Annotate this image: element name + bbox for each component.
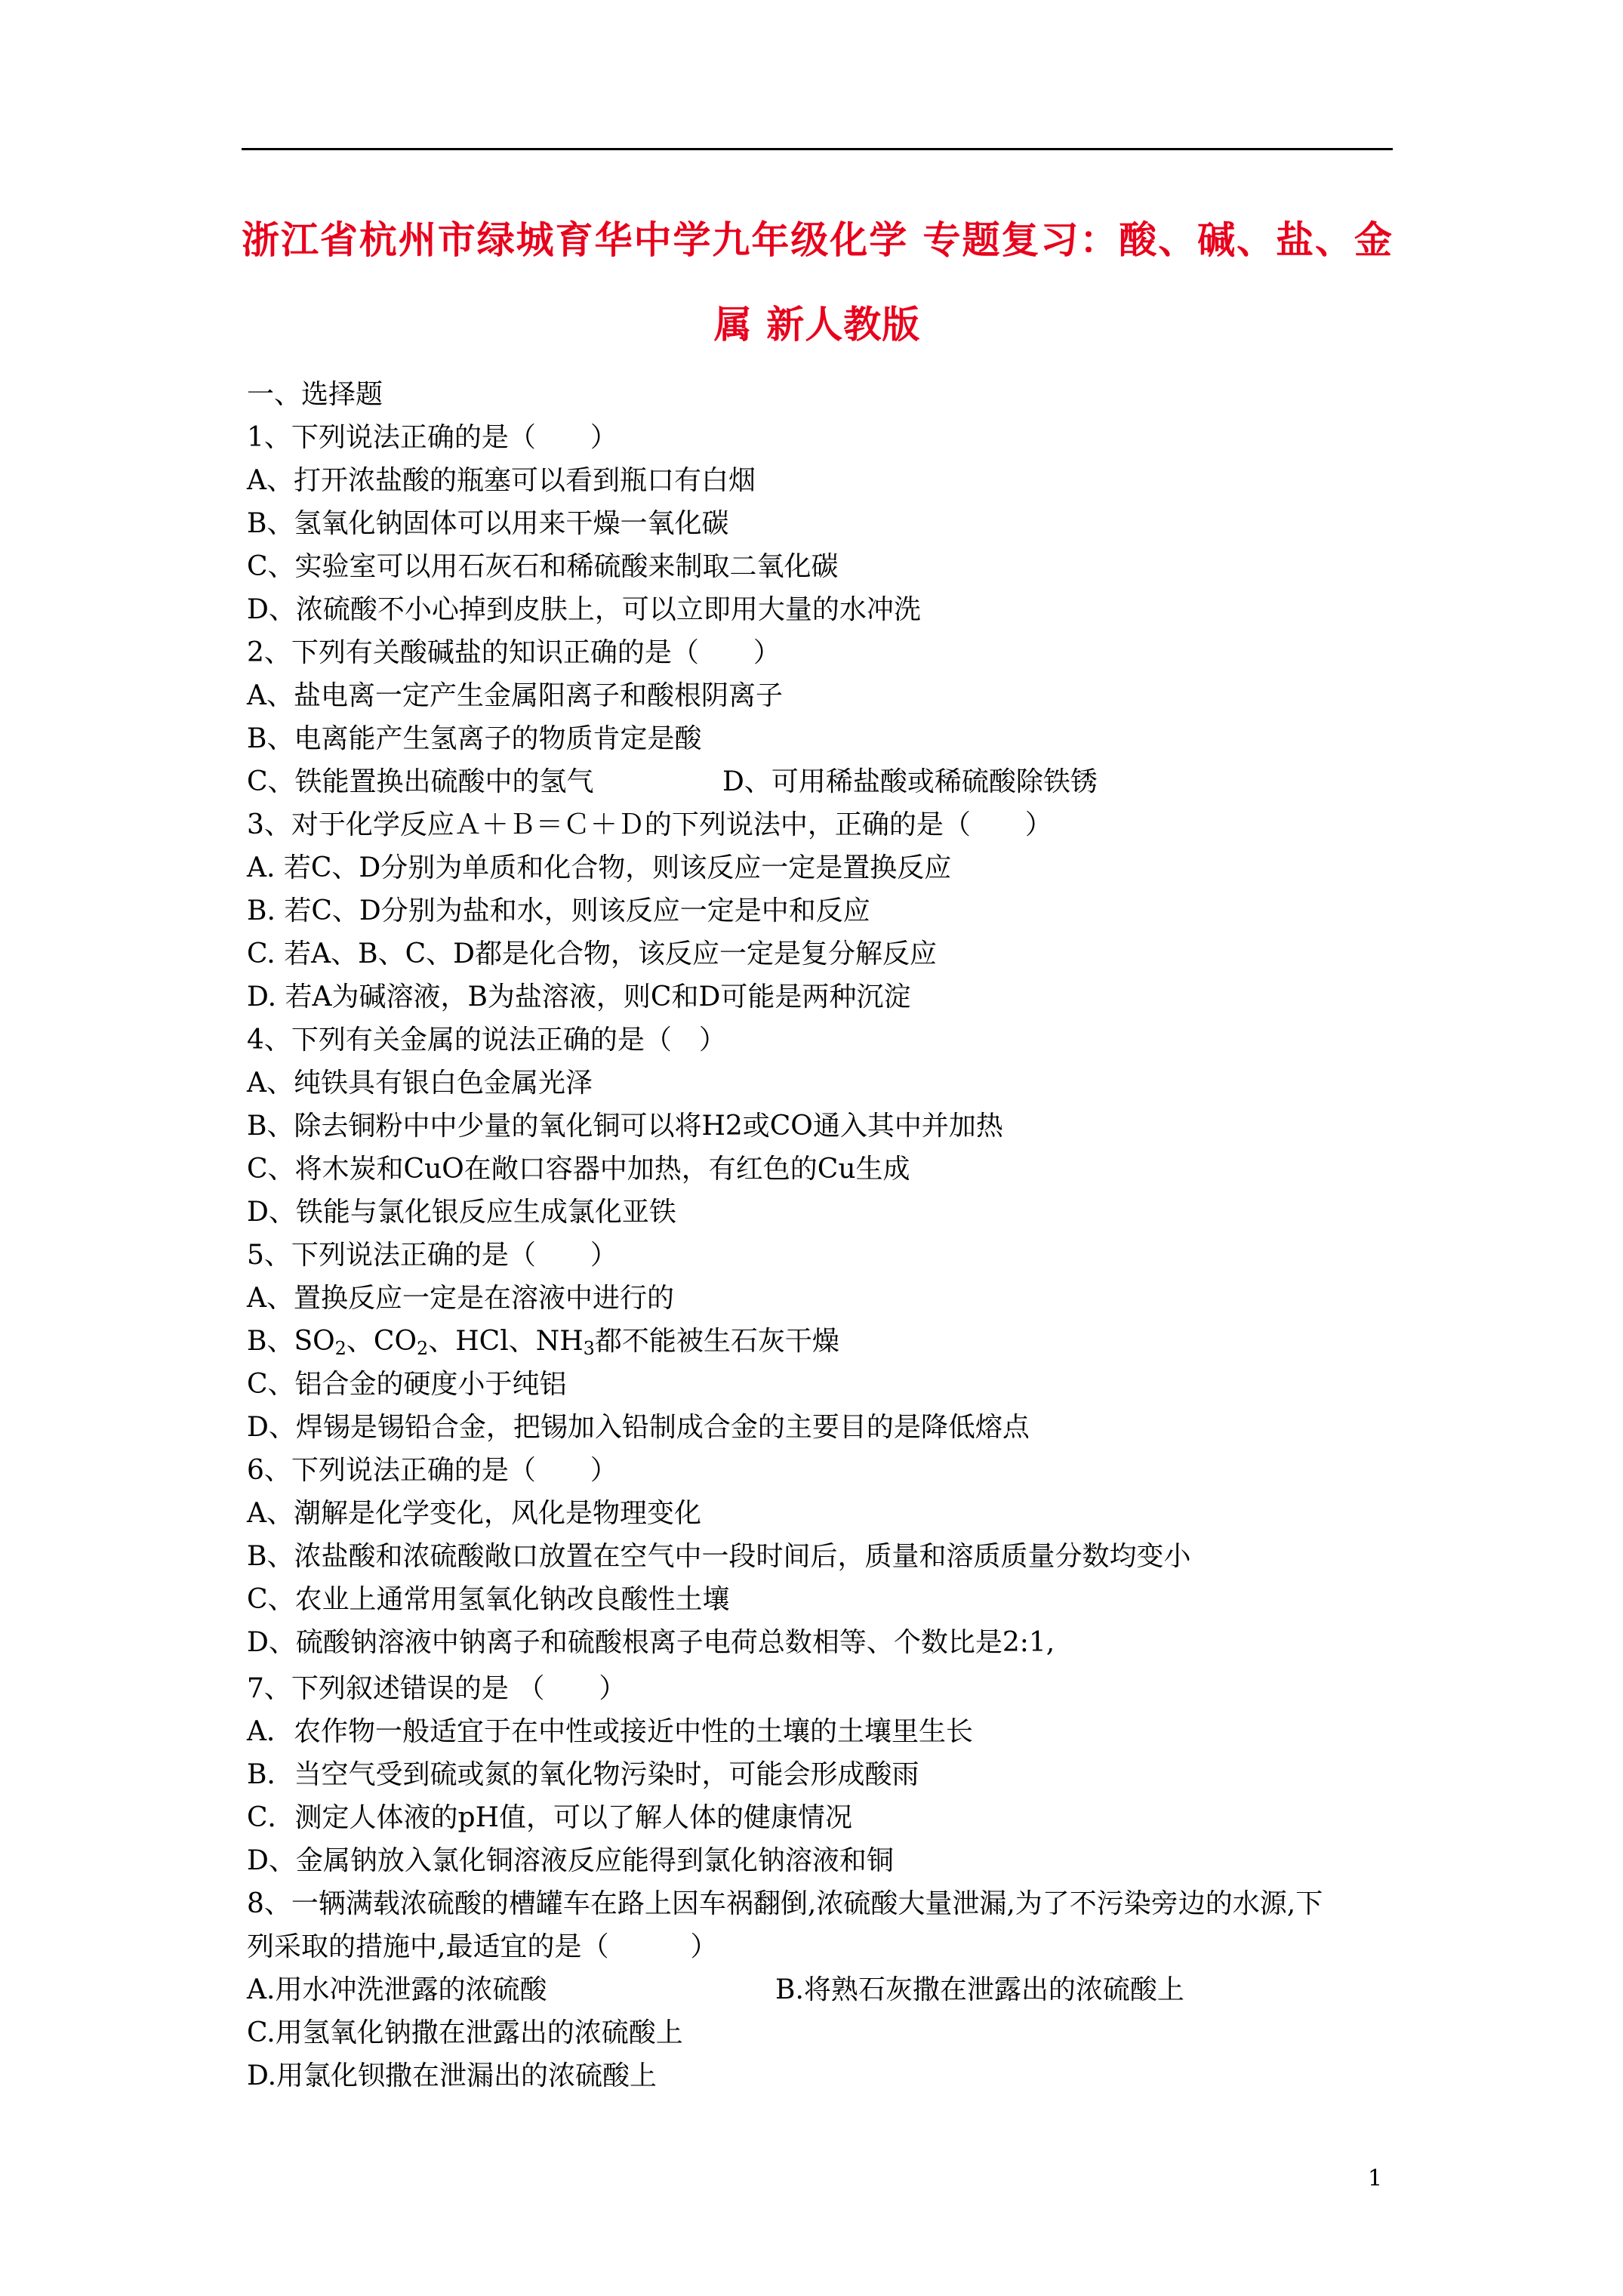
question-3-option-a: A. 若C、D分别为单质和化合物，则该反应一定是置换反应 (247, 852, 952, 883)
q5b-part-2: 、CO (346, 1326, 417, 1357)
question-3-option-c: C. 若A、B、C、D都是化合物，该反应一定是复分解反应 (247, 938, 938, 969)
question-5-option-d: D、焊锡是锡铅合金，把锡加入铅制成合金的主要目的是降低熔点 (247, 1412, 1030, 1443)
question-1-option-a: A、打开浓盐酸的瓶塞可以看到瓶口有白烟 (247, 465, 756, 496)
question-8-option-d: D.用氯化钡撒在泄漏出的浓硫酸上 (247, 2060, 658, 2091)
page-number: 1 (1368, 2165, 1383, 2192)
question-6-option-b: B、浓盐酸和浓硫酸敞口放置在空气中一段时间后，质量和溶质质量分数均变小 (247, 1541, 1191, 1572)
question-4-stem: 4、下列有关金属的说法正确的是（ ） (247, 1025, 726, 1056)
question-4-option-c: C、将木炭和CuO在敞口容器中加热，有红色的Cu生成 (247, 1154, 910, 1185)
question-2-options-cd-row (247, 760, 1402, 803)
question-8-stem-line-1: 8、一辆满载浓硫酸的槽罐车在路上因车祸翻倒,浓硫酸大量泄漏,为了不污染旁边的水源,下 (247, 1888, 1323, 1919)
question-6-option-a: A、潮解是化学变化，风化是物理变化 (247, 1498, 701, 1529)
question-8-option-b: B.将熟石灰撒在泄露出的浓硫酸上 (775, 1974, 1184, 2005)
section-heading: 一、选择题 (247, 379, 383, 410)
question-8-options-ab-row (247, 1968, 1402, 2011)
document-title-line-2: 属 新人教版 (713, 303, 921, 347)
question-5-option-c: C、铝合金的硬度小于纯铝 (247, 1369, 567, 1400)
question-7-stem: 7、下列叙述错误的是 （ ） (247, 1673, 627, 1704)
question-6-stem: 6、下列说法正确的是（ ） (247, 1455, 617, 1486)
question-7-option-d: D、金属钠放入氯化铜溶液反应能得到氯化钠溶液和铜 (247, 1845, 894, 1876)
header-rule (242, 148, 1393, 150)
q5b-part-3: 、HCl、NH (428, 1326, 584, 1357)
q5b-part-4: 都不能被生石灰干燥 (594, 1326, 839, 1357)
q5b-part-1: B、SO (247, 1326, 335, 1357)
q5b-sub-3: 3 (583, 1338, 595, 1359)
question-4-option-d: D、铁能与氯化银反应生成氯化亚铁 (247, 1197, 676, 1228)
question-2-option-c: C、铁能置换出硫酸中的氢气 (247, 766, 594, 797)
question-2-stem: 2、下列有关酸碱盐的知识正确的是（ ） (247, 637, 781, 668)
question-5-stem: 5、下列说法正确的是（ ） (247, 1240, 617, 1271)
question-7-option-a: A．农作物一般适宜于在中性或接近中性的土壤的土壤里生长 (247, 1716, 973, 1747)
question-3-option-b: B. 若C、D分别为盐和水，则该反应一定是中和反应 (247, 895, 870, 926)
question-3-stem: 3、对于化学反应Ａ＋Ｂ＝Ｃ＋Ｄ的下列说法中，正确的是（ ） (247, 809, 1052, 840)
question-3-option-d: D. 若A为碱溶液，B为盐溶液，则C和D可能是两种沉淀 (247, 982, 911, 1012)
question-1-option-d: D、浓硫酸不小心掉到皮肤上，可以立即用大量的水冲洗 (247, 594, 921, 625)
question-7-option-c: C．测定人体液的pH值，可以了解人体的健康情况 (247, 1802, 852, 1833)
question-2-option-d: D、可用稀盐酸或稀硫酸除铁锈 (722, 766, 1098, 797)
question-1-option-b: B、氢氧化钠固体可以用来干燥一氧化碳 (247, 508, 729, 539)
document-title-line-1: 浙江省杭州市绿城育华中学九年级化学 专题复习：酸、碱、盐、金 (242, 218, 1393, 262)
question-1-option-c: C、实验室可以用石灰石和稀硫酸来制取二氧化碳 (247, 551, 839, 582)
question-8-option-c: C.用氢氧化钠撒在泄露出的浓硫酸上 (247, 2017, 683, 2048)
question-6-option-c: C、农业上通常用氢氧化钠改良酸性土壤 (247, 1584, 730, 1615)
question-4-option-a: A、纯铁具有银白色金属光泽 (247, 1068, 593, 1099)
question-8-stem-line-2: 列采取的措施中,最适宜的是（ ） (247, 1931, 718, 1962)
question-5-option-a: A、置换反应一定是在溶液中进行的 (247, 1283, 674, 1314)
question-5-option-b (247, 1320, 1402, 1363)
question-2-option-a: A、盐电离一定产生金属阳离子和酸根阴离子 (247, 680, 783, 711)
question-4-option-b: B、除去铜粉中中少量的氧化铜可以将H2或CO通入其中并加热 (247, 1111, 1003, 1142)
q5b-sub-2: 2 (416, 1338, 429, 1359)
question-1-stem: 1、下列说法正确的是（ ） (247, 422, 617, 453)
q5b-sub-1: 2 (334, 1338, 346, 1359)
question-8-option-a: A.用水冲洗泄露的浓硫酸 (247, 1974, 547, 2005)
question-list (247, 373, 1402, 2097)
question-7-option-b: B．当空气受到硫或氮的氧化物污染时，可能会形成酸雨 (247, 1759, 919, 1790)
question-2-option-b: B、电离能产生氢离子的物质肯定是酸 (247, 723, 702, 754)
question-6-option-d: D、硫酸钠溶液中钠离子和硫酸根离子电荷总数相等、个数比是2:1, (247, 1627, 1055, 1658)
